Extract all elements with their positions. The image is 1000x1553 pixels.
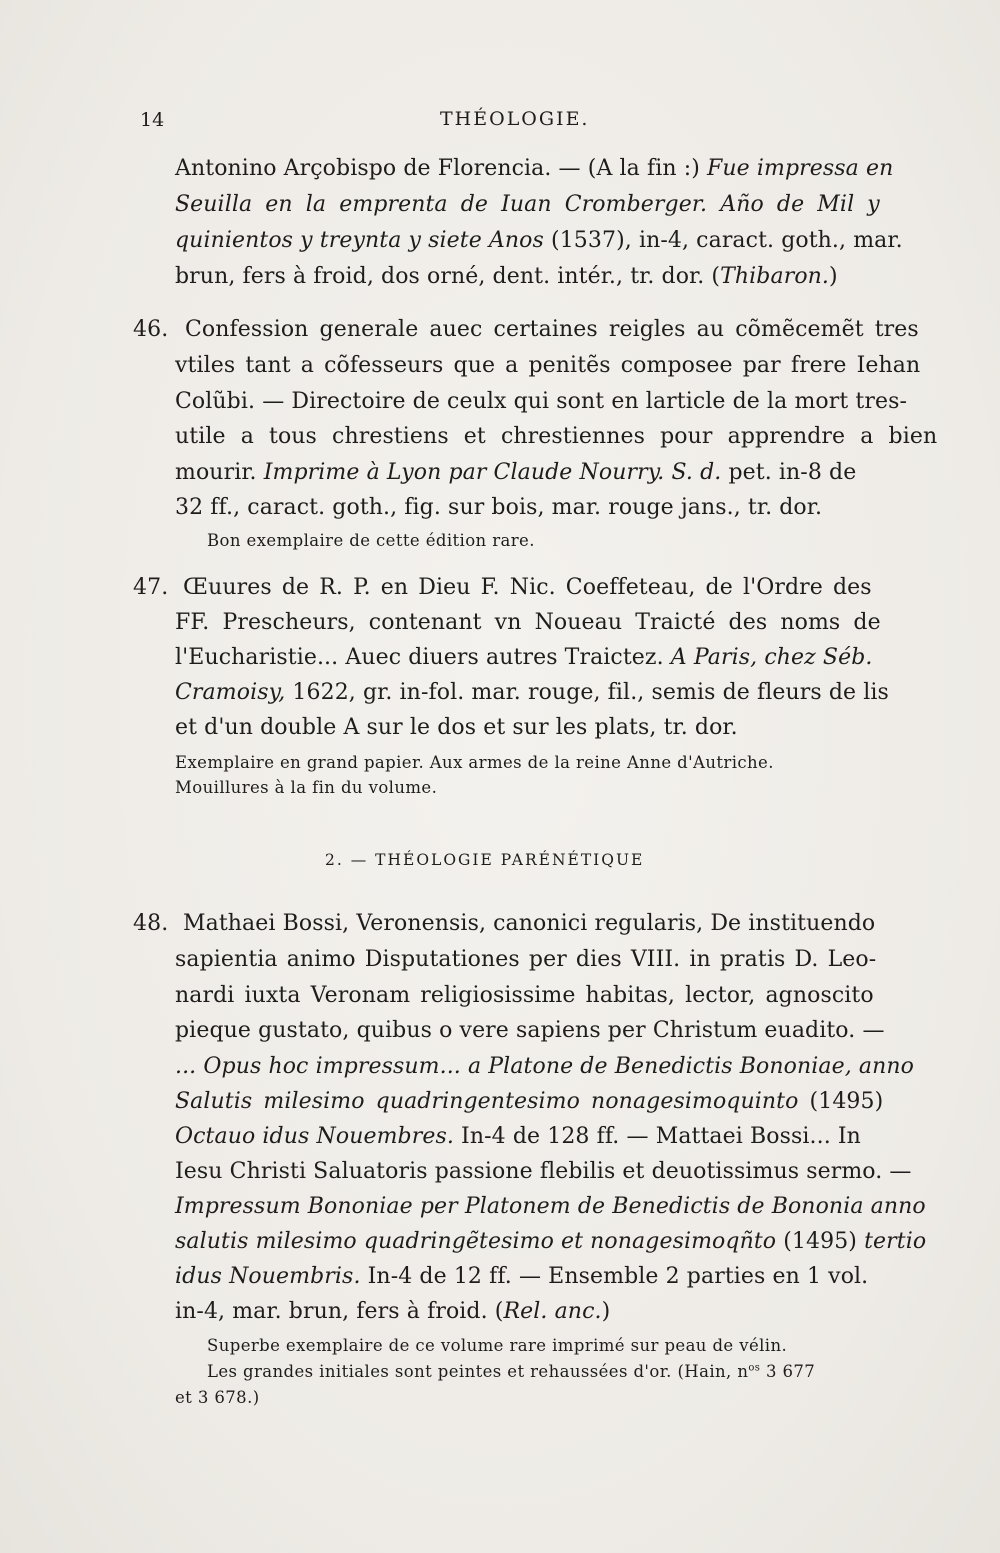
entry-48-line-2: sapientia animo Disputationes per dies VIII. in pratis D. Leo-	[175, 947, 877, 972]
entry-46-note: Bon exemplaire de cette édition rare.	[207, 531, 535, 550]
entry-48-number: 48.	[133, 911, 169, 936]
entry-48-note-1: Superbe exemplaire de ce volume rare imprimé sur peau de vélin.	[207, 1336, 788, 1355]
entry-48-line-12: in-4, mar. brun, fers à froid. (Rel. anc.)	[175, 1299, 611, 1324]
entry-48-line-8: Iesu Christi Saluatoris passione flebilis et deuotissimus sermo. —	[175, 1159, 912, 1184]
entry-48-note-2: Les grandes initiales sont peintes et rehaussées d'or. (Hain, $n^{os}$ 3 677	[207, 1362, 816, 1381]
entry-47-line-1: Œuures de R. P. en Dieu F. Nic. Coeffeteau, de l'Ordre des	[183, 575, 872, 600]
entry-48-line-7: Octauo idus Nouembres. In-4 de 128 ff. — Mattaei Bossi... In	[175, 1124, 861, 1149]
entry-48-line-1: Mathaei Bossi, Veronensis, canonici regularis, De instituendo	[183, 911, 876, 936]
entry-47-note-2: Mouillures à la fin du volume.	[175, 778, 438, 797]
entry-48-line-9: Impressum Bononiae per Platonem de Benedictis de Bononia anno	[175, 1194, 926, 1219]
entry-45-line-1: Antonino Arçobispo de Florencia. — (A la fin :) Fue impressa en	[175, 156, 894, 181]
entry-47-line-2: FF. Prescheurs, contenant vn Noueau Traicté des noms de	[175, 610, 881, 635]
entry-46-line-3: Colũbi. — Directoire de ceulx qui sont en larticle de la mort tres-	[175, 389, 908, 414]
section-heading: 2. — THÉOLOGIE PARÉNÉTIQUE	[325, 851, 645, 869]
entry-46-line-1: Confession generale auec certaines reigles au cõmẽcemẽt tres	[185, 317, 919, 342]
entry-45-line-4: brun, fers à froid, dos orné, dent. intér., tr. dor. (Thibaron.)	[175, 264, 838, 289]
entry-48-line-11: idus Nouembris. In-4 de 12 ff. — Ensemble 2 parties en 1 vol.	[175, 1264, 869, 1289]
entry-47-line-4: Cramoisy, 1622, gr. in-fol. mar. rouge, fil., semis de fleurs de lis	[175, 680, 889, 705]
entry-46-line-4: utile a tous chrestiens et chrestiennes pour apprendre a bien	[175, 424, 938, 449]
entry-45-line-3: quinientos y treynta y siete Anos (1537), in-4, caract. goth., mar.	[175, 228, 903, 253]
entry-48-line-5: ... Opus hoc impressum... a Platone de Benedictis Bononiae, anno	[175, 1054, 915, 1079]
entry-48-line-10: salutis milesimo quadringẽtesimo et nonagesimoqñto (1495) tertio	[175, 1229, 927, 1254]
entry-48-line-3: nardi iuxta Veronam religiosissime habitas, lector, agnoscito	[175, 983, 874, 1008]
entry-48-line-4: pieque gustato, quibus o vere sapiens per Christum euadito. —	[175, 1018, 885, 1043]
entry-47-line-5: et d'un double A sur le dos et sur les plats, tr. dor.	[175, 715, 738, 740]
running-title: THÉOLOGIE.	[440, 108, 590, 130]
entry-46-number: 46.	[133, 317, 169, 342]
superscript-os: os	[748, 1362, 761, 1374]
entry-46-line-6: 32 ff., caract. goth., fig. sur bois, mar. rouge jans., tr. dor.	[175, 495, 823, 520]
entry-48-note-3: et 3 678.)	[175, 1388, 260, 1407]
entry-46-line-5: mourir. Imprime à Lyon par Claude Nourry. S. d. pet. in-8 de	[175, 460, 857, 485]
entry-46-line-2: vtiles tant a cõfesseurs que a penitẽs composee par frere Iehan	[175, 353, 921, 378]
entry-45-line-2: Seuilla en la emprenta de Iuan Cromberger. Año de Mil y	[175, 192, 880, 217]
entry-48-line-6: Salutis milesimo quadringentesimo nonagesimoquinto (1495)	[175, 1089, 884, 1114]
entry-47-note-1: Exemplaire en grand papier. Aux armes de la reine Anne d'Autriche.	[175, 753, 774, 772]
page-number: 14	[140, 109, 165, 131]
entry-47-number: 47.	[133, 575, 169, 600]
entry-47-line-3: l'Eucharistie... Auec diuers autres Traictez. A Paris, chez Séb.	[175, 645, 873, 670]
